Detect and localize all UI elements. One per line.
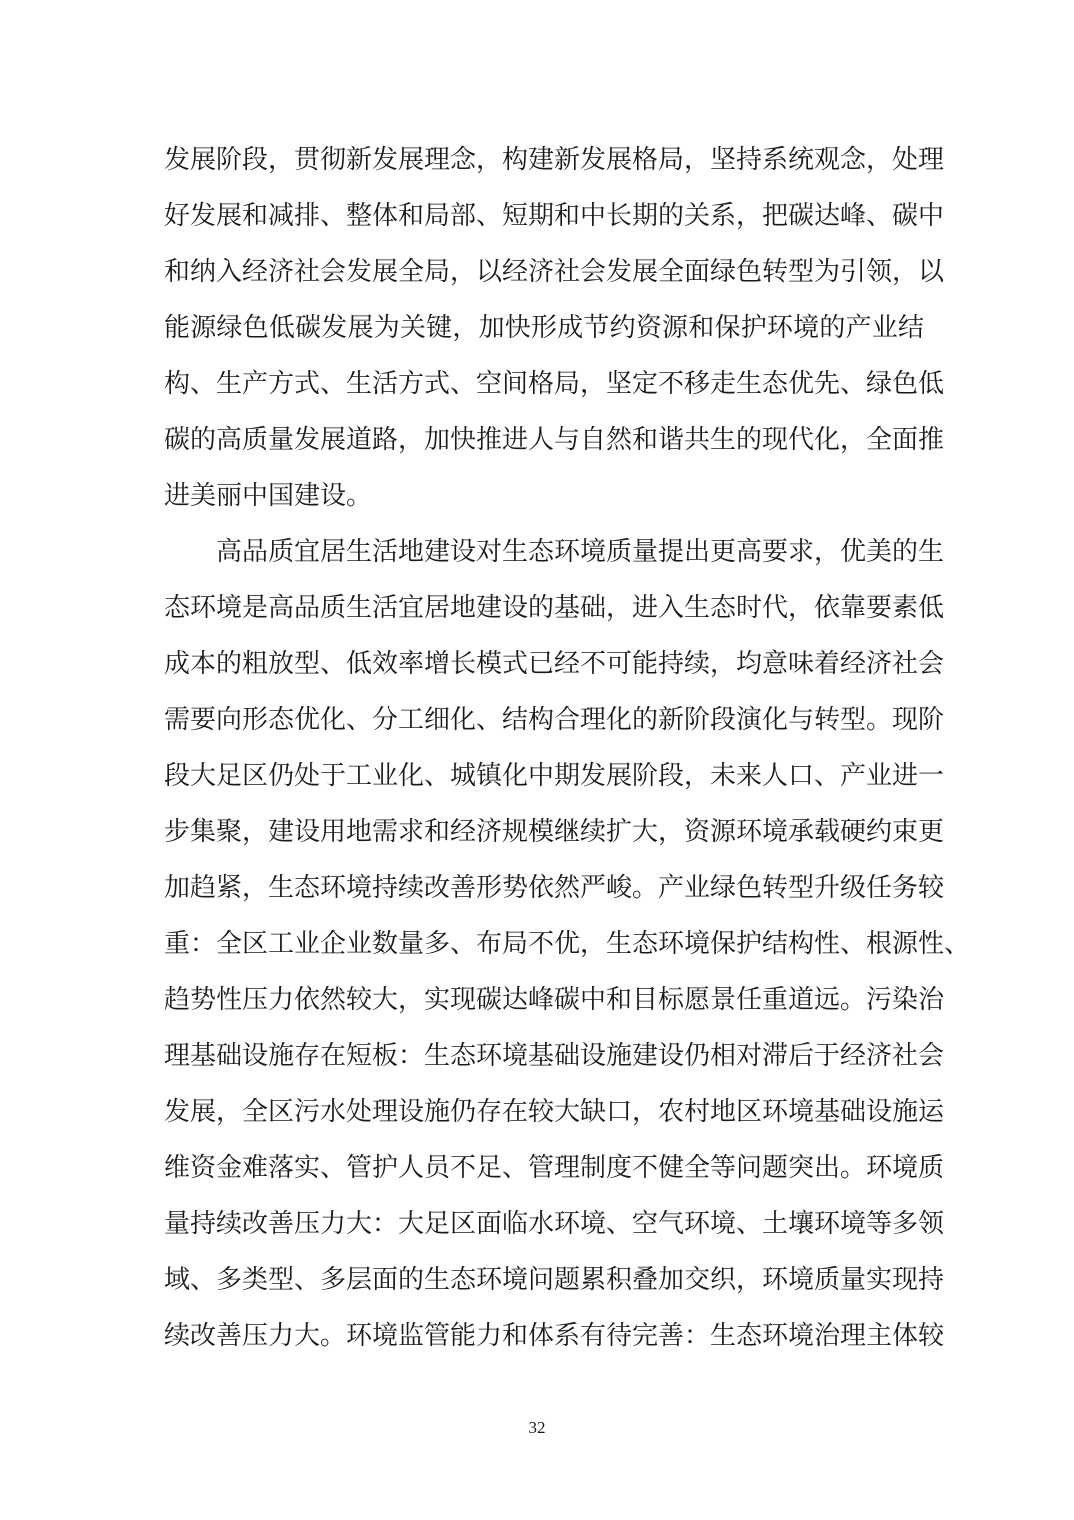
- text-line: 趋势性压力依然较大，实现碳达峰碳中和目标愿景任重道远。污染治: [164, 985, 945, 1015]
- text-line: 加趋紧，生态环境持续改善形势依然严峻。产业绿色转型升级任务较: [164, 873, 945, 903]
- text-line: 段大足区仍处于工业化、城镇化中期发展阶段，未来人口、产业进一: [164, 761, 945, 791]
- text-line: 好发展和减排、整体和局部、短期和中长期的关系，把碳达峰、碳中: [164, 201, 945, 231]
- text-line: 成本的粗放型、低效率增长模式已经不可能持续，均意味着经济社会: [164, 649, 945, 679]
- text-line: 高品质宜居生活地建设对生态环境质量提出更高要求，优美的生: [216, 537, 945, 567]
- text-line: 量持续改善压力大：大足区面临水环境、空气环境、土壤环境等多领: [164, 1209, 945, 1239]
- text-line: 能源绿色低碳发展为关键，加快形成节约资源和保护环境的产业结: [164, 313, 924, 343]
- text-line: 维资金难落实、管护人员不足、管理制度不健全等问题突出。环境质: [164, 1153, 945, 1183]
- text-line: 进美丽中国建设。: [164, 481, 373, 511]
- text-line: 步集聚，建设用地需求和经济规模继续扩大，资源环境承载硬约束更: [164, 817, 945, 847]
- text-line: 构、生产方式、生活方式、空间格局，坚定不移走生态优先、绿色低: [164, 369, 945, 399]
- text-line: 和纳入经济社会发展全局，以经济社会发展全面绿色转型为引领，以: [164, 257, 945, 287]
- page-number: 32: [528, 1418, 546, 1437]
- text-line: 发展，全区污水处理设施仍存在较大缺口，农村地区环境基础设施运: [164, 1097, 945, 1127]
- text-line: 域、多类型、多层面的生态环境问题累积叠加交织，环境质量实现持: [164, 1265, 945, 1295]
- text-line: 需要向形态优化、分工细化、结构合理化的新阶段演化与转型。现阶: [164, 705, 945, 735]
- text-line: 碳的高质量发展道路，加快推进人与自然和谐共生的现代化，全面推: [164, 425, 945, 455]
- text-line: 发展阶段，贯彻新发展理念，构建新发展格局，坚持系统观念，处理: [164, 145, 945, 175]
- text-line: 态环境是高品质生活宜居地建设的基础，进入生态时代，依靠要素低: [164, 593, 945, 623]
- text-line: 重：全区工业企业数量多、布局不优，生态环境保护结构性、根源性、: [164, 929, 971, 959]
- body-text: [164, 132, 971, 1364]
- text-line: 续改善压力大。环境监管能力和体系有待完善：生态环境治理主体较: [164, 1321, 945, 1351]
- text-line: 理基础设施存在短板：生态环境基础设施建设仍相对滞后于经济社会: [164, 1041, 945, 1071]
